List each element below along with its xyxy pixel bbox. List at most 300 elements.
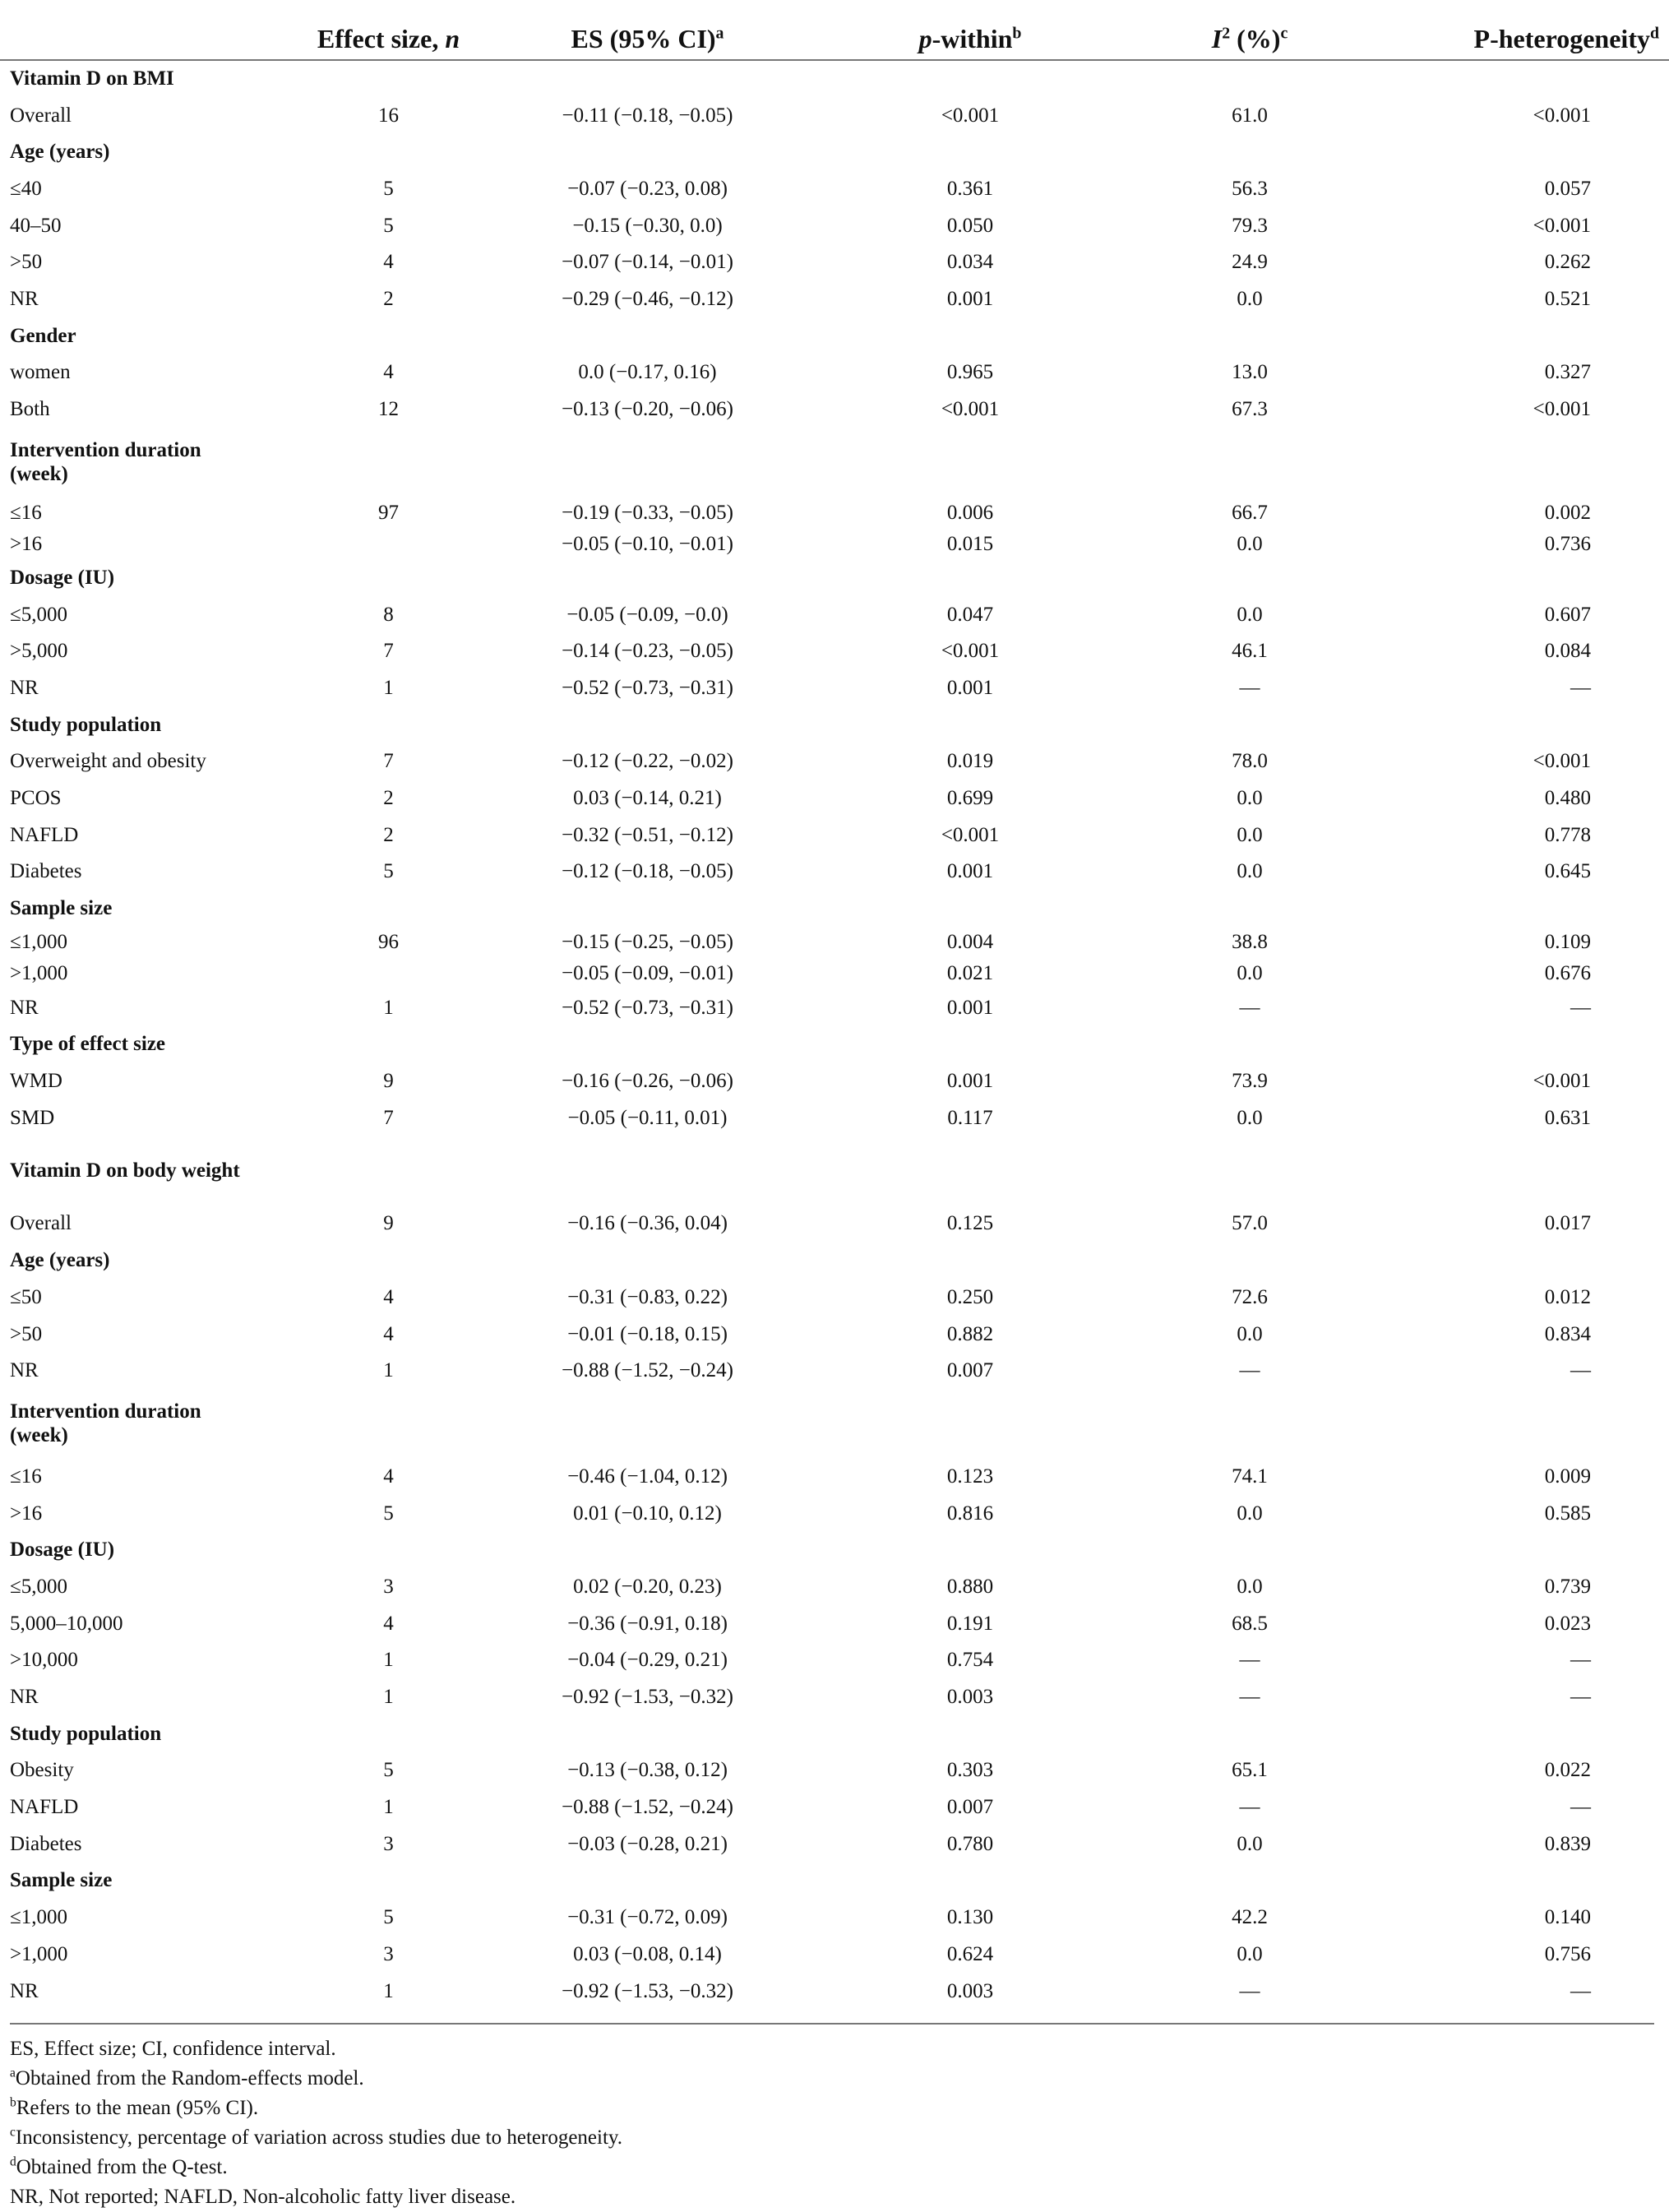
- cell-p-heterogeneity: 0.756: [1544, 1942, 1591, 1965]
- cell-i2: 72.6: [1232, 1285, 1268, 1308]
- cell-p-within: 0.780: [946, 1832, 994, 1855]
- cell-i2: 57.0: [1232, 1212, 1268, 1235]
- cell-p-within: 0.965: [946, 361, 994, 384]
- cell-p-heterogeneity: 0.002: [1544, 501, 1591, 524]
- cell-n: 5: [383, 1502, 394, 1525]
- cell-n: 4: [383, 1322, 394, 1345]
- header-label: [0, 0, 247, 60]
- row-label: Dosage (IU): [10, 566, 115, 589]
- row-label: ≤5,000: [10, 603, 67, 626]
- cell-p-heterogeneity: 0.057: [1544, 178, 1591, 201]
- section-row: [0, 428, 1669, 497]
- row-label: >5,000: [10, 640, 68, 663]
- cell-p-within: <0.001: [941, 823, 1000, 846]
- cell-p-within: 0.303: [946, 1759, 994, 1782]
- cell-es-ci: −0.31 (−0.72, 0.09): [567, 1906, 728, 1929]
- cell-i2: 46.1: [1232, 640, 1268, 663]
- cell-i2: 13.0: [1232, 361, 1268, 384]
- cell-i2: —: [1239, 1686, 1260, 1709]
- cell-i2: 74.1: [1232, 1465, 1268, 1488]
- cell-i2: 0.0: [1237, 1502, 1263, 1525]
- cell-n: 1: [383, 1649, 394, 1672]
- cell-p-heterogeneity: —: [1570, 1649, 1591, 1672]
- cell-p-heterogeneity: 0.009: [1544, 1465, 1591, 1488]
- cell-p-heterogeneity: <0.001: [1533, 750, 1591, 773]
- cell-es-ci: −0.04 (−0.29, 0.21): [567, 1649, 728, 1672]
- header-p-within: p-within$^b$: [765, 0, 1176, 60]
- cell-p-within: 0.624: [946, 1942, 994, 1965]
- cell-n: 97: [378, 501, 399, 524]
- cell-p-within: 0.006: [946, 501, 994, 524]
- cell-p-within: 0.003: [946, 1686, 994, 1709]
- cell-i2: —: [1239, 996, 1260, 1019]
- cell-n: 5: [383, 1906, 394, 1929]
- cell-p-heterogeneity: <0.001: [1533, 398, 1591, 421]
- cell-i2: 0.0: [1237, 860, 1263, 883]
- cell-p-heterogeneity: —: [1570, 1979, 1591, 2002]
- table-row: [0, 1353, 1669, 1390]
- cell-n: 7: [383, 1106, 394, 1129]
- cell-n: 3: [383, 1575, 394, 1598]
- cell-p-within: 0.361: [946, 178, 994, 201]
- cell-i2: 0.0: [1237, 823, 1263, 846]
- row-label: ≤5,000: [10, 1575, 67, 1598]
- cell-es-ci: −0.92 (−1.53, −0.32): [562, 1686, 733, 1709]
- row-label: ≤40: [10, 178, 42, 201]
- cell-es-ci: −0.19 (−0.33, −0.05): [562, 501, 733, 524]
- cell-es-ci: 0.03 (−0.08, 0.14): [573, 1942, 722, 1965]
- cell-n: 1: [383, 996, 394, 1019]
- cell-n: 1: [383, 1796, 394, 1819]
- footnote: $^a$Obtained from the Random-effects model.: [10, 2066, 364, 2089]
- cell-es-ci: −0.12 (−0.18, −0.05): [562, 860, 733, 883]
- cell-p-heterogeneity: 0.631: [1544, 1106, 1591, 1129]
- table-row: [0, 1569, 1669, 1606]
- cell-p-heterogeneity: 0.012: [1544, 1285, 1591, 1308]
- cell-es-ci: 0.02 (−0.20, 0.23): [573, 1575, 722, 1598]
- cell-es-ci: −0.03 (−0.28, 0.21): [567, 1832, 728, 1855]
- cell-es-ci: −0.05 (−0.10, −0.01): [562, 532, 733, 555]
- table-row: [0, 1826, 1669, 1863]
- cell-es-ci: 0.0 (−0.17, 0.16): [578, 361, 717, 384]
- footnote: $^c$Inconsistency, percentage of variation across studies due to heterogeneity.: [10, 2125, 623, 2149]
- section-row: [0, 1243, 1669, 1280]
- cell-n: 2: [383, 786, 394, 809]
- cell-p-within: 0.007: [946, 1796, 994, 1819]
- row-label: Vitamin D on body weight: [10, 1159, 240, 1182]
- row-label: NR: [10, 1359, 39, 1382]
- cell-p-heterogeneity: 0.834: [1544, 1322, 1591, 1345]
- row-label: Age (years): [10, 141, 110, 164]
- cell-p-heterogeneity: 0.022: [1544, 1759, 1591, 1782]
- cell-p-within: 0.125: [946, 1212, 994, 1235]
- table-row: [0, 817, 1669, 854]
- cell-n: 4: [383, 1612, 394, 1635]
- row-label: >10,000: [10, 1649, 78, 1672]
- footnote: $^b$Refers to the mean (95% CI).: [10, 2095, 259, 2119]
- row-label: Intervention duration (week): [10, 1400, 201, 1446]
- cell-p-heterogeneity: 0.676: [1544, 962, 1591, 985]
- empty-cell: [765, 134, 1669, 171]
- cell-es-ci: −0.05 (−0.11, 0.01): [567, 1106, 728, 1129]
- cell-i2: 66.7: [1232, 501, 1268, 524]
- table-row: [0, 1206, 1669, 1243]
- row-label: >50: [10, 1322, 43, 1345]
- cell-i2: 0.0: [1237, 1322, 1263, 1345]
- cell-n: 7: [383, 750, 394, 773]
- row-label: NR: [10, 1979, 39, 2002]
- cell-i2: 0.0: [1237, 532, 1263, 555]
- section-row: [0, 891, 1669, 928]
- cell-p-heterogeneity: 0.585: [1544, 1502, 1591, 1525]
- cell-i2: 65.1: [1232, 1759, 1268, 1782]
- cell-p-within: 0.019: [946, 750, 994, 773]
- cell-i2: 67.3: [1232, 398, 1268, 421]
- footnote: ES, Effect size; CI, confidence interval.: [10, 2038, 336, 2060]
- cell-n: 7: [383, 640, 394, 663]
- empty-cell: [247, 428, 1669, 497]
- table-row: [0, 1642, 1669, 1679]
- cell-p-within: 0.754: [946, 1649, 994, 1672]
- cell-n: 4: [383, 361, 394, 384]
- cell-n: 5: [383, 860, 394, 883]
- cell-p-within: 0.699: [946, 786, 994, 809]
- cell-i2: —: [1239, 1796, 1260, 1819]
- row-label: ≤1,000: [10, 931, 67, 954]
- row-label: Intervention duration (week): [10, 439, 201, 485]
- row-label: Vitamin D on BMI: [10, 67, 174, 90]
- section-row: [0, 1026, 1669, 1063]
- cell-i2: —: [1239, 1359, 1260, 1382]
- cell-n: 2: [383, 823, 394, 846]
- section-row: [0, 1137, 1669, 1206]
- cell-p-heterogeneity: 0.480: [1544, 786, 1591, 809]
- row-label: Age (years): [10, 1249, 110, 1272]
- empty-cell: [247, 1137, 1669, 1206]
- cell-n: 9: [383, 1070, 394, 1093]
- row-label: NAFLD: [10, 1796, 79, 1819]
- cell-p-within: 0.047: [946, 603, 994, 626]
- cell-i2: 0.0: [1237, 1942, 1263, 1965]
- cell-es-ci: −0.05 (−0.09, −0.01): [562, 962, 733, 985]
- row-label: 40–50: [10, 214, 62, 237]
- empty-cell: [765, 1863, 1669, 1900]
- cell-p-heterogeneity: —: [1570, 1359, 1591, 1382]
- cell-p-within: 0.880: [946, 1575, 994, 1598]
- cell-i2: 0.0: [1237, 288, 1263, 311]
- cell-n: [247, 529, 530, 560]
- table-row: [0, 1679, 1669, 1716]
- cell-i2: 0.0: [1237, 1832, 1263, 1855]
- header-n: n: [445, 24, 460, 53]
- row-label: NR: [10, 996, 39, 1019]
- cell-es-ci: −0.14 (−0.23, −0.05): [562, 640, 733, 663]
- cell-p-within: <0.001: [941, 398, 1000, 421]
- cell-i2: 0.0: [1237, 786, 1263, 809]
- table-row: [0, 633, 1669, 670]
- section-row: [0, 560, 1669, 597]
- cell-es-ci: −0.05 (−0.09, −0.0): [566, 603, 728, 626]
- row-label: PCOS: [10, 786, 62, 809]
- table-row: [0, 1063, 1669, 1100]
- cell-p-within: 0.021: [946, 962, 994, 985]
- table-row: [0, 1496, 1669, 1533]
- cell-es-ci: −0.07 (−0.14, −0.01): [562, 251, 733, 274]
- cell-i2: 38.8: [1232, 931, 1268, 954]
- table-row: [0, 597, 1669, 634]
- empty-cell: [765, 318, 1669, 355]
- row-label: Study population: [10, 713, 162, 736]
- section-row: [0, 1716, 1669, 1753]
- cell-n: [247, 959, 530, 990]
- cell-es-ci: −0.88 (−1.52, −0.24): [562, 1359, 733, 1382]
- row-label: >50: [10, 251, 43, 274]
- cell-p-heterogeneity: 0.521: [1544, 288, 1591, 311]
- table-header: [0, 0, 1669, 60]
- cell-n: 1: [383, 1686, 394, 1709]
- cell-n: 16: [378, 104, 399, 127]
- cell-p-heterogeneity: 0.607: [1544, 603, 1591, 626]
- table-row: [0, 1900, 1669, 1937]
- cell-p-heterogeneity: <0.001: [1533, 1070, 1591, 1093]
- cell-es-ci: −0.31 (−0.83, 0.22): [567, 1285, 728, 1308]
- empty-cell: [765, 1026, 1669, 1063]
- cell-p-within: 0.001: [946, 860, 994, 883]
- cell-p-within: 0.191: [946, 1612, 994, 1635]
- section-row: [0, 707, 1669, 744]
- row-label: Overweight and obesity: [10, 750, 206, 773]
- header-i2: $I^2$ (%)$^c$: [1176, 0, 1324, 60]
- cell-p-heterogeneity: —: [1570, 676, 1591, 699]
- cell-es-ci: −0.16 (−0.36, 0.04): [567, 1212, 728, 1235]
- cell-p-heterogeneity: —: [1570, 996, 1591, 1019]
- row-label: Overall: [10, 1212, 72, 1235]
- table-row: [0, 281, 1669, 318]
- empty-cell: [765, 60, 1669, 98]
- cell-n: 9: [383, 1212, 394, 1235]
- cell-p-within: 0.034: [946, 251, 994, 274]
- row-label: NAFLD: [10, 823, 79, 846]
- cell-p-heterogeneity: 0.023: [1544, 1612, 1591, 1635]
- cell-n: 4: [383, 251, 394, 274]
- cell-p-heterogeneity: —: [1570, 1796, 1591, 1819]
- row-label: Both: [10, 398, 50, 421]
- row-label: NR: [10, 676, 39, 699]
- cell-i2: 68.5: [1232, 1612, 1268, 1635]
- cell-n: 96: [378, 931, 399, 954]
- cell-i2: —: [1239, 1649, 1260, 1672]
- row-label: >16: [10, 532, 43, 555]
- cell-p-heterogeneity: 0.736: [1544, 532, 1591, 555]
- cell-p-within: 0.816: [946, 1502, 994, 1525]
- section-row: [0, 134, 1669, 171]
- empty-cell: [247, 1390, 1669, 1459]
- cell-es-ci: −0.36 (−0.91, 0.18): [567, 1612, 728, 1635]
- table-row: [0, 208, 1669, 245]
- table-footnotes: [10, 2023, 1654, 2212]
- cell-es-ci: −0.12 (−0.22, −0.02): [562, 750, 733, 773]
- table-row: [0, 780, 1669, 817]
- section-row: [0, 1390, 1669, 1459]
- table-row: [0, 497, 1669, 529]
- cell-p-within: 0.117: [947, 1106, 993, 1129]
- row-label: >16: [10, 1502, 43, 1525]
- row-label: Diabetes: [10, 1832, 82, 1855]
- cell-es-ci: −0.07 (−0.23, 0.08): [567, 178, 728, 201]
- table-row: [0, 1459, 1669, 1496]
- table-row: [0, 391, 1669, 428]
- cell-p-within: 0.007: [946, 1359, 994, 1382]
- cell-n: 5: [383, 214, 394, 237]
- cell-p-heterogeneity: 0.140: [1544, 1906, 1591, 1929]
- cell-i2: 61.0: [1232, 104, 1268, 127]
- row-label: Sample size: [10, 1869, 113, 1892]
- row-label: women: [10, 361, 71, 384]
- cell-es-ci: 0.01 (−0.10, 0.12): [573, 1502, 722, 1525]
- row-label: ≤16: [10, 1465, 42, 1488]
- cell-p-heterogeneity: 0.262: [1544, 251, 1591, 274]
- row-label: WMD: [10, 1070, 62, 1093]
- cell-n: 2: [383, 288, 394, 311]
- cell-n: 3: [383, 1942, 394, 1965]
- cell-es-ci: −0.46 (−1.04, 0.12): [567, 1465, 728, 1488]
- cell-p-within: 0.001: [946, 1070, 994, 1093]
- row-label: Type of effect size: [10, 1033, 166, 1056]
- empty-cell: [765, 1243, 1669, 1280]
- cell-p-within: 0.050: [946, 214, 994, 237]
- table-row: [0, 244, 1669, 281]
- header-es-ci: ES (95% CI)$^a$: [530, 0, 765, 60]
- cell-p-within: 0.015: [946, 532, 994, 555]
- table-row: [0, 1789, 1669, 1826]
- cell-n: 8: [383, 603, 394, 626]
- cell-p-within: 0.004: [946, 931, 994, 954]
- row-label: Dosage (IU): [10, 1539, 115, 1562]
- cell-es-ci: −0.13 (−0.38, 0.12): [567, 1759, 728, 1782]
- empty-cell: [765, 1532, 1669, 1569]
- row-label: Diabetes: [10, 860, 82, 883]
- cell-p-within: 0.001: [946, 996, 994, 1019]
- cell-i2: 73.9: [1232, 1070, 1268, 1093]
- table-row: [0, 928, 1669, 959]
- cell-p-within: 0.130: [946, 1906, 994, 1929]
- empty-cell: [765, 560, 1669, 597]
- cell-p-within: 0.123: [946, 1465, 994, 1488]
- table-row: [0, 990, 1669, 1027]
- table-body: [0, 60, 1669, 2010]
- cell-p-within: <0.001: [941, 640, 1000, 663]
- table-row: [0, 355, 1669, 392]
- cell-p-within: 0.001: [946, 288, 994, 311]
- row-label: NR: [10, 1686, 39, 1709]
- cell-n: 4: [383, 1465, 394, 1488]
- cell-p-heterogeneity: 0.017: [1544, 1212, 1591, 1235]
- cell-n: 3: [383, 1832, 394, 1855]
- cell-es-ci: −0.32 (−0.51, −0.12): [562, 823, 733, 846]
- cell-p-heterogeneity: —: [1570, 1686, 1591, 1709]
- cell-p-within: <0.001: [941, 104, 1000, 127]
- row-label: ≤50: [10, 1285, 42, 1308]
- cell-es-ci: −0.13 (−0.20, −0.06): [562, 398, 733, 421]
- cell-es-ci: −0.52 (−0.73, −0.31): [562, 676, 733, 699]
- section-row: [0, 60, 1669, 98]
- cell-p-heterogeneity: 0.084: [1544, 640, 1591, 663]
- row-label: Sample size: [10, 897, 113, 920]
- empty-cell: [765, 891, 1669, 928]
- row-label: Study population: [10, 1722, 162, 1745]
- cell-n: 12: [378, 398, 399, 421]
- cell-i2: 24.9: [1232, 251, 1268, 274]
- cell-i2: 79.3: [1232, 214, 1268, 237]
- empty-cell: [765, 1716, 1669, 1753]
- table-row: [0, 98, 1669, 135]
- cell-es-ci: −0.11 (−0.18, −0.05): [562, 104, 733, 127]
- cell-p-heterogeneity: 0.739: [1544, 1575, 1591, 1598]
- cell-es-ci: −0.01 (−0.18, 0.15): [567, 1322, 728, 1345]
- cell-p-heterogeneity: 0.645: [1544, 860, 1591, 883]
- table-row: [0, 1606, 1669, 1643]
- empty-cell: [765, 707, 1669, 744]
- cell-p-within: 0.882: [946, 1322, 994, 1345]
- table-row: [0, 1280, 1669, 1317]
- cell-es-ci: −0.88 (−1.52, −0.24): [562, 1796, 733, 1819]
- row-label: SMD: [10, 1106, 55, 1129]
- table-row: [0, 1974, 1669, 2011]
- cell-n: 5: [383, 1759, 394, 1782]
- cell-n: 4: [383, 1285, 394, 1308]
- cell-p-heterogeneity: <0.001: [1533, 104, 1591, 127]
- row-label: ≤1,000: [10, 1906, 67, 1929]
- cell-p-heterogeneity: <0.001: [1533, 214, 1591, 237]
- table-row: [0, 529, 1669, 560]
- cell-i2: —: [1239, 676, 1260, 699]
- section-row: [0, 1532, 1669, 1569]
- row-label: Gender: [10, 324, 76, 347]
- cell-es-ci: −0.16 (−0.26, −0.06): [562, 1070, 733, 1093]
- cell-i2: 42.2: [1232, 1906, 1268, 1929]
- cell-i2: 78.0: [1232, 750, 1268, 773]
- header-p-heterogeneity: P-heterogeneity$^d$: [1324, 0, 1669, 60]
- table-row: [0, 1752, 1669, 1789]
- section-row: [0, 1863, 1669, 1900]
- cell-es-ci: −0.15 (−0.25, −0.05): [562, 931, 733, 954]
- cell-es-ci: 0.03 (−0.14, 0.21): [573, 786, 722, 809]
- row-label: 5,000–10,000: [10, 1612, 123, 1635]
- cell-i2: 0.0: [1237, 962, 1263, 985]
- footnote: $^d$Obtained from the Q-test.: [10, 2154, 228, 2178]
- row-label: NR: [10, 288, 39, 311]
- row-label: >1,000: [10, 1942, 68, 1965]
- row-label: Overall: [10, 104, 72, 127]
- cell-n: 1: [383, 1979, 394, 2002]
- section-row: [0, 318, 1669, 355]
- row-label: Obesity: [10, 1759, 74, 1782]
- cell-p-within: 0.001: [946, 676, 994, 699]
- table-row: [0, 1100, 1669, 1137]
- table-row: [0, 171, 1669, 208]
- cell-i2: 0.0: [1237, 1575, 1263, 1598]
- table-row: [0, 959, 1669, 990]
- table-row: [0, 743, 1669, 780]
- cell-n: 1: [383, 1359, 394, 1382]
- table-row: [0, 1317, 1669, 1354]
- cell-es-ci: −0.29 (−0.46, −0.12): [562, 288, 733, 311]
- cell-p-heterogeneity: 0.839: [1544, 1832, 1591, 1855]
- table-row: [0, 854, 1669, 891]
- cell-i2: 0.0: [1237, 603, 1263, 626]
- cell-es-ci: −0.92 (−1.53, −0.32): [562, 1979, 733, 2002]
- cell-es-ci: −0.52 (−0.73, −0.31): [562, 996, 733, 1019]
